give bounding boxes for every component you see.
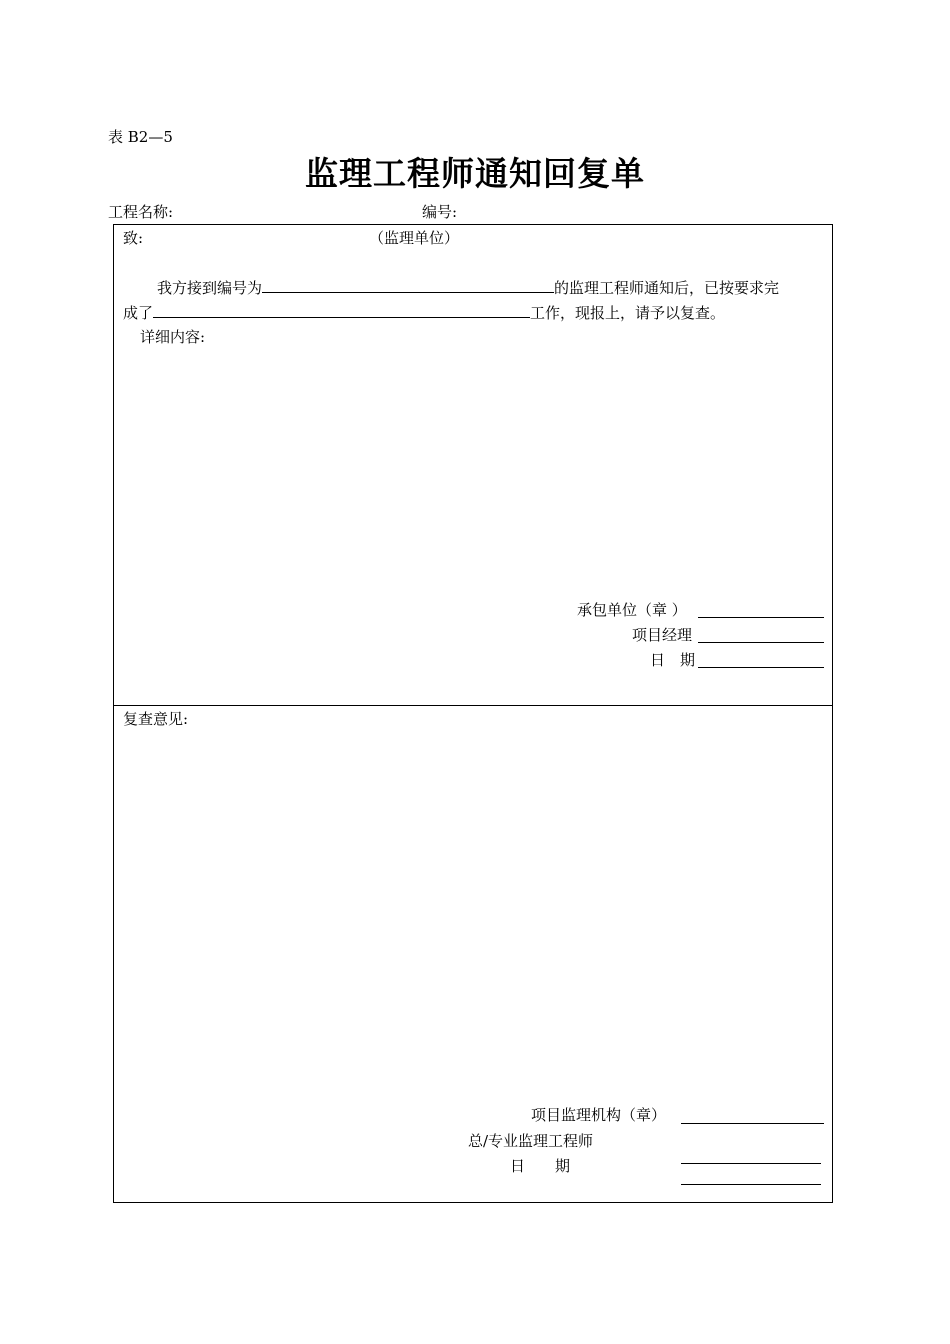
project-manager-signature-line[interactable] (698, 642, 824, 643)
form-table (113, 224, 833, 1203)
chief-engineer-label: 总/专业监理工程师 (468, 1132, 594, 1150)
supervision-org-signature-line[interactable] (681, 1123, 824, 1124)
review-opinion-label: 复查意见: (123, 710, 189, 728)
paragraph-line2 (123, 303, 725, 322)
work-done-blank[interactable] (153, 303, 530, 318)
contractor-signature-line[interactable] (698, 617, 824, 618)
upper-date-line[interactable] (698, 667, 824, 668)
lower-date-label: 日 期 (510, 1157, 571, 1175)
number-label: 编号: (422, 203, 458, 221)
chief-engineer-signature-line[interactable] (681, 1163, 821, 1164)
notice-number-blank[interactable] (262, 278, 554, 293)
para-text-1: 我方接到编号为 (157, 279, 263, 297)
supervisor-unit-label: （监理单位） (369, 229, 460, 247)
to-label: 致: (123, 229, 144, 247)
form-code: 表 B2—5 (108, 128, 173, 146)
lower-date-line[interactable] (681, 1184, 821, 1185)
form-title: 监理工程师通知回复单 (305, 154, 645, 193)
para-text-2: 的监理工程师通知后，已按要求完 (554, 279, 780, 297)
project-manager-label: 项目经理 (632, 626, 693, 644)
upper-date-label: 日 期 (650, 651, 696, 669)
details-label: 详细内容: (140, 328, 206, 346)
project-name-label: 工程名称: (108, 203, 174, 221)
para-text-3: 成了 (123, 304, 154, 322)
supervision-org-label: 项目监理机构（章） (531, 1106, 667, 1124)
paragraph-line1 (157, 278, 779, 297)
section-divider (113, 705, 833, 706)
contractor-label: 承包单位（章 ） (577, 601, 687, 619)
para-text-4: 工作，现报上，请予以复查。 (530, 304, 726, 322)
